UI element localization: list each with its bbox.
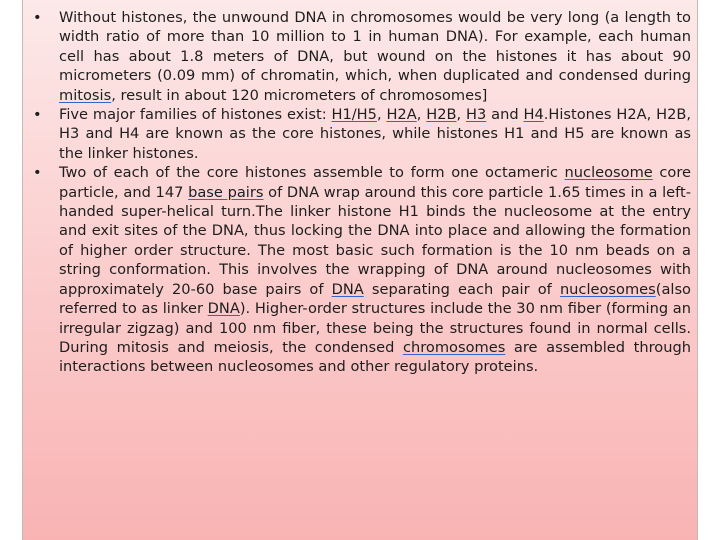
link-chromosomes[interactable]: chromosomes bbox=[402, 338, 506, 356]
separator: and bbox=[486, 106, 524, 124]
bullet-text: core particle, and 147 bbox=[59, 164, 692, 201]
bullet-text: are assembled through interactions between nucleosomes and other regulatory proteins. bbox=[59, 338, 692, 376]
link-h3[interactable]: H3 bbox=[466, 106, 487, 124]
link-h2a[interactable]: H2A bbox=[386, 106, 417, 124]
link-h4[interactable]: H4 bbox=[523, 106, 544, 124]
bullet-icon: • bbox=[33, 9, 42, 26]
bullet-text: ). Higher-order structures include the 30 nm fiber (forming an irregular zigzag) and 100 nm fiber, these being the structures found in normal cells. During mitosis and meiosis, the condensed bbox=[59, 300, 691, 356]
link-h2b[interactable]: H2B bbox=[426, 106, 457, 124]
bullet-text: separating each pair of bbox=[363, 280, 560, 298]
link-linker-dna[interactable]: DNA bbox=[207, 300, 240, 318]
bullet-text: of DNA wrap around this core particle 1.65 times in a left-handed super-helical turn.The linker histone H1 binds the nucleosome at the entry and exit sites of the DNA, thus locking the DNA into place and allowing the formation of higher order structure. The most basic such formation is the 10 nm beads on a string conformation. This involves the wrapping of DNA around nucleosomes with approximately 20-60 base pairs of bbox=[59, 183, 691, 298]
bullet-icon: • bbox=[33, 106, 42, 124]
bullet-text: Five major families of histones exist: bbox=[59, 106, 332, 124]
bullet-text: .Histones H2A, H2B, H3 and H4 are known as the core histones, while histones H1 and H5 are known as the linker histones. bbox=[59, 106, 692, 162]
bullet-text: Two of each of the core histones assemble to form one octameric bbox=[59, 164, 565, 182]
link-mitosis[interactable]: mitosis bbox=[59, 86, 112, 104]
separator: , bbox=[456, 106, 467, 124]
link-nucleosomes[interactable]: nucleosomes bbox=[559, 280, 656, 298]
bullet-icon: • bbox=[33, 164, 42, 182]
bullet-text: (also referred to as linker bbox=[59, 280, 691, 318]
bullet-item-nucleosome bbox=[33, 163, 691, 376]
separator: , bbox=[416, 106, 427, 124]
link-h1-h5[interactable]: H1/H5 bbox=[331, 106, 377, 124]
link-base-pairs[interactable]: base pairs bbox=[188, 183, 264, 201]
link-nucleosome[interactable]: nucleosome bbox=[564, 164, 653, 182]
bullet-text: , result in about 120 micrometers of chromosomes] bbox=[111, 86, 488, 104]
bullet-text: Without histones, the unwound DNA in chromosomes would be very long (a length to width ratio of more than 10 million to 1 in human DNA). For example, each human cell has about 1.8 meters of DNA, but wound on the histones it has about 90 micrometers (0.09 mm) of chromatin, which, when duplicated and condensed during bbox=[59, 9, 691, 85]
bullet-list bbox=[33, 8, 691, 377]
slide bbox=[22, 0, 698, 540]
bullet-item-histones-length bbox=[33, 8, 691, 105]
link-dna[interactable]: DNA bbox=[331, 280, 364, 298]
separator: , bbox=[376, 106, 387, 124]
bullet-item-histone-families bbox=[33, 105, 691, 163]
